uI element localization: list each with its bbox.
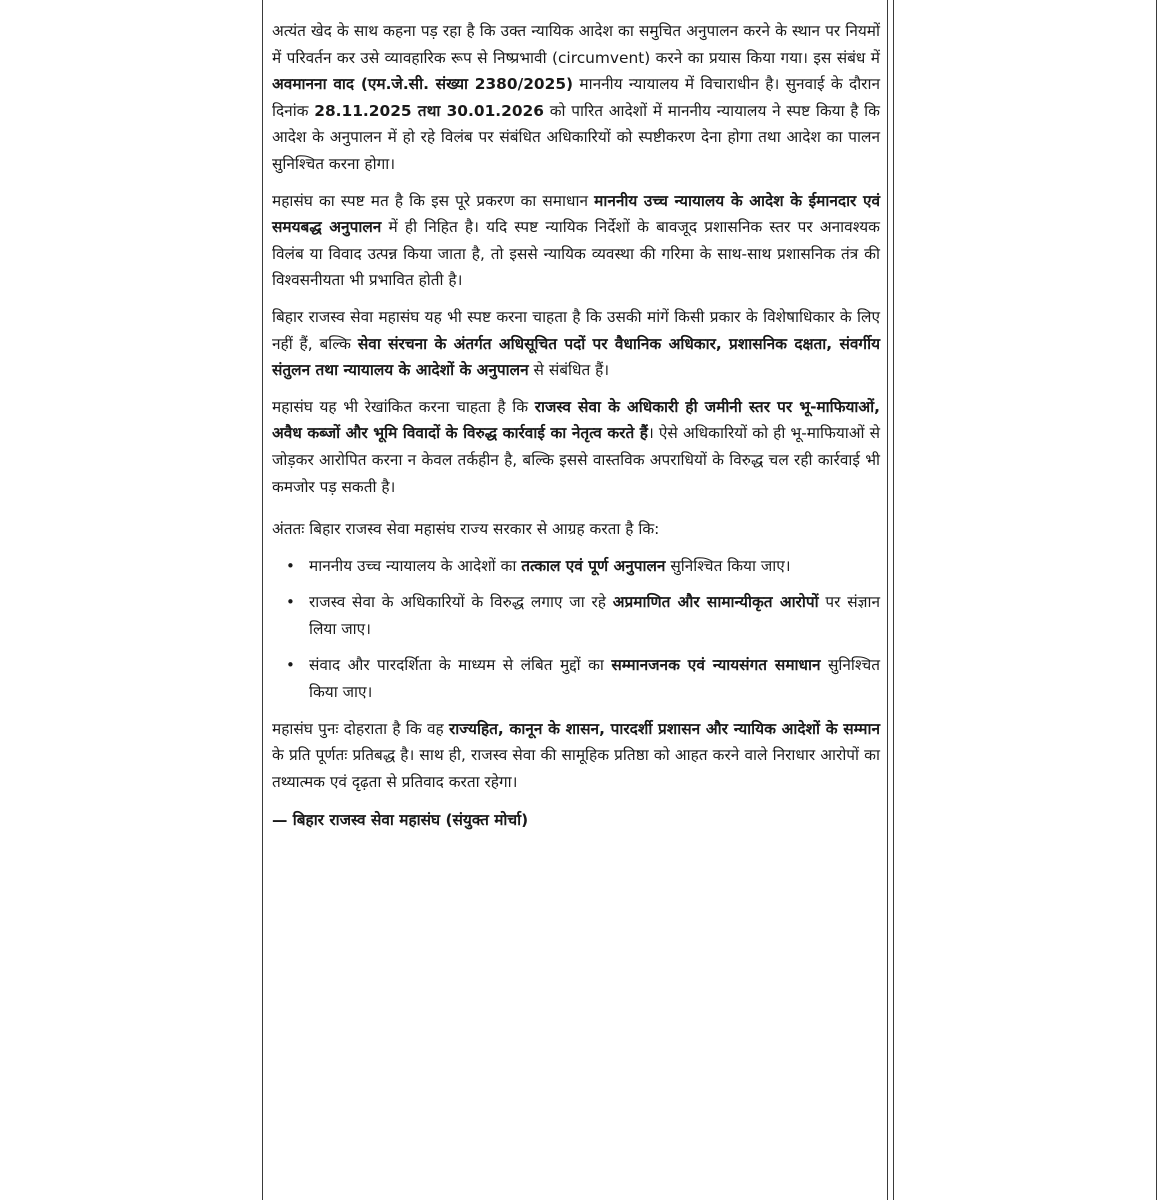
list-item-text xyxy=(309,593,880,638)
text-run: संवाद और पारदर्शिता के माध्यम से लंबित मुद्दों का xyxy=(309,656,612,675)
text-run: महासंघ पुनः दोहराता है कि वह xyxy=(272,719,449,738)
text-run: राजस्व सेवा के अधिकारियों के विरुद्ध लगाए जा रहे xyxy=(309,593,613,612)
bold-text-run: राजस्व सेवा के अधिकारी ही जमीनी स्तर पर भू-माफियाओं, अवैध कब्जों और भूमि विवादों के विरुद्ध कार्रवाई का नेतृत्व करते हैं xyxy=(272,397,880,443)
bold-text-run: राज्यहित, कानून के शासन, पारदर्शी प्रशासन और न्यायिक आदेशों के सम्मान xyxy=(448,719,881,738)
right-table-border-inner xyxy=(893,0,894,1200)
text-run: से संबंधित हैं। xyxy=(528,361,610,380)
left-table-border xyxy=(262,0,263,1200)
paragraph-contempt-case xyxy=(272,18,880,178)
text-run: अंततः बिहार राजस्व सेवा महासंघ राज्य सरकार से आग्रह करता है कि: xyxy=(272,520,660,539)
request-list xyxy=(272,553,880,706)
bold-text-run: माननीय उच्च न्यायालय के आदेश के ईमानदार एवं समयबद्ध अनुपालन xyxy=(272,191,881,237)
text-run: के प्रति पूर्णतः प्रतिबद्ध है। साथ ही, राजस्व सेवा की सामूहिक प्रतिष्ठा को आहत करने वाले निराधार आरोपों का तथ्यात्मक एवं दृढ़ता से प्रतिवाद करता रहेगा। xyxy=(272,746,880,791)
bullet-icon: • xyxy=(286,556,295,575)
text-run: सुनिश्चित किया जाए। xyxy=(665,556,791,575)
paragraph-request-intro xyxy=(272,516,880,543)
text-run: महासंघ यह भी रेखांकित करना चाहता है कि xyxy=(272,397,535,416)
list-item xyxy=(272,589,880,642)
paragraph-commitment xyxy=(272,716,880,796)
paragraph-federation-view xyxy=(272,188,880,294)
list-item xyxy=(272,652,880,705)
text-run: में ही निहित है। यदि स्पष्ट न्यायिक निर्देशों के बावजूद प्रशासनिक स्तर पर अनावश्यक विलंब या विवाद उत्पन्न किया जाता है, तो इससे न्यायिक व्यवस्था की गरिमा के साथ-साथ प्रशासनिक तंत्र की विश्वसनीयता भी प्रभावित होती है। xyxy=(272,218,880,290)
text-run: माननीय न्यायालय में विचाराधीन है। सुनवाई के दौरान दिनांक xyxy=(272,75,881,120)
list-item-text xyxy=(309,656,880,701)
page-edge-border xyxy=(1156,0,1157,1200)
document-body xyxy=(272,18,880,834)
paragraph-demands-nature xyxy=(272,304,880,384)
bold-text-run: अवमानना वाद (एम.जे.सी. संख्या 2380/2025) xyxy=(272,75,574,94)
bold-text-run: तत्काल एवं पूर्ण अनुपालन xyxy=(521,556,666,575)
list-item xyxy=(272,553,880,580)
right-table-border xyxy=(887,0,888,1200)
text-run: पर संज्ञान लिया जाए। xyxy=(309,593,880,638)
bold-text-run: सम्मानजनक एवं न्यायसंगत समाधान xyxy=(611,656,821,675)
text-run: बिहार राजस्व सेवा महासंघ यह भी स्पष्ट करना चाहता है कि उसकी मांगें किसी प्रकार के विशेषाधिकार के लिए नहीं हैं, बल्कि xyxy=(272,307,880,353)
bullet-icon: • xyxy=(286,656,295,675)
text-run: माननीय उच्च न्यायालय के आदेशों का xyxy=(309,556,522,575)
bold-text-run: अप्रमाणित और सामान्यीकृत आरोपों xyxy=(612,593,819,612)
signature-line: — बिहार राजस्व सेवा महासंघ (संयुक्त मोर्चा) xyxy=(272,811,529,830)
bold-text-run: सेवा संरचना के अंतर्गत अधिसूचित पदों पर वैधानिक अधिकार, प्रशासनिक दक्षता, संवर्गीय संतुलन तथा न्यायालय के आदेशों के अनुपालन xyxy=(272,334,880,380)
text-run: । ऐसे अधिकारियों को ही भू-माफियाओं से जोड़कर आरोपित करना न केवल तर्कहीन है, बल्कि इससे वास्तविक अपराधियों के विरुद्ध चल रही कार्रवाई भी कमजोर पड़ सकती है। xyxy=(272,424,880,496)
text-run: को पारित आदेशों में माननीय न्यायालय ने स्पष्ट किया है कि आदेश के अनुपालन में हो रहे विलंब पर संबंधित अधिकारियों को स्पष्टीकरण देना होगा तथा आदेश का पालन सुनिश्चित करना होगा। xyxy=(272,101,880,173)
text-run: अत्यंत खेद के साथ कहना पड़ रहा है कि उक्त न्यायिक आदेश का समुचित अनुपालन करने के स्थान पर नियमों में परिवर्तन कर उसे व्यावहारिक रूप से निष्प्रभावी (circumvent) करने का प्रयास किया गया। इस संबंध में xyxy=(272,22,880,67)
text-run: सुनिश्चित किया जाए। xyxy=(309,656,880,702)
list-item-text xyxy=(309,557,791,575)
bold-text-run: 28.11.2025 तथा 30.01.2026 xyxy=(314,101,544,120)
paragraph-officers-role xyxy=(272,394,880,500)
text-run: महासंघ का स्पष्ट मत है कि इस पूरे प्रकरण का समाधान xyxy=(272,191,595,210)
bullet-icon: • xyxy=(286,593,295,612)
